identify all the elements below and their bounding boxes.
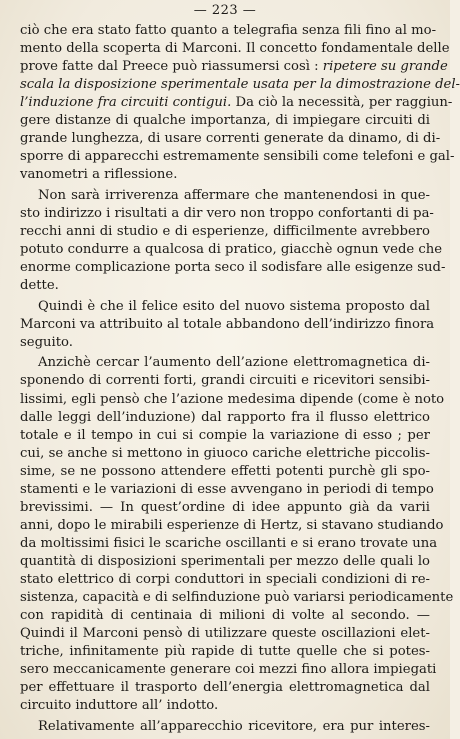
text-line: sime, se ne possono attendere effetti potenti purchè gli spo-	[20, 463, 430, 479]
text-line: da moltissimi fisici le scariche oscillanti e si erano trovate una	[20, 535, 438, 551]
text-line: sistenza, capacità e di selfinduzione può variarsi periodicamente	[20, 590, 454, 606]
page-number: — 223 —	[193, 3, 257, 18]
text-line: totale e il tempo in cui si compie la variazione di esso ; per	[20, 427, 430, 443]
text-line: recchi anni di studio e di esperienze, difficilmente avrebbero	[20, 224, 430, 240]
text-line: Non sarà irriverenza affermare che mantenendosi in que-	[38, 187, 430, 203]
text-line: anni, dopo le mirabili esperienze di Hertz, si stavano studiando	[20, 517, 444, 533]
text-line: stamenti e le variazioni di esse avvengano in periodi di tempo	[20, 481, 434, 497]
text-line: sero meccanicamente generare coi mezzi fino allora impiegati	[20, 662, 437, 678]
text-line: cui, se anche si mettono in giuoco cariche elettriche piccolis-	[20, 445, 430, 461]
text-line: Relativamente all’apparecchio ricevitore, era pur interes-	[38, 718, 430, 734]
text-line: Quindi è che il felice esito del nuovo sistema proposto dal	[38, 298, 430, 314]
text-line: triche, infinitamente più rapide di tutte quelle che si potes-	[20, 644, 430, 660]
text-line: dette.	[20, 278, 59, 294]
text-line	[20, 94, 453, 112]
text-line: stato elettrico di corpi conduttori in speciali condizioni di re-	[20, 572, 430, 588]
text-line: brevissimi. — In quest’ordine di idee appunto già da varii	[20, 499, 430, 515]
text-line: per effettuare il trasporto dell’energia elettromagnetica dal	[20, 680, 430, 696]
text-line: lissimi, egli pensò che l’azione medesima dipende (come è noto	[20, 391, 445, 407]
text-line: sto indirizzo i risultati a dir vero non troppo confortanti di pa-	[20, 206, 434, 221]
text-line: dalle leggi dell’induzione) dal rapporto fra il flusso elettrico	[20, 409, 430, 425]
text-line: sporre di apparecchi estremamente sensibili come telefoni e gal-	[20, 149, 455, 165]
text-line: Quindi il Marconi pensò di utilizzare queste oscillazioni elet-	[20, 626, 430, 642]
text-line: Anzichè cercar l’aumento dell’azione elettromagnetica di-	[38, 355, 430, 371]
italic-span: ripetere su grande	[322, 59, 448, 75]
text-line: enorme complicazione porta seco il sodisfare alle esigenze sud-	[20, 260, 446, 276]
text-line: seguito.	[20, 334, 73, 350]
text-span: prove fatte dal Preece può riassumersi così :	[20, 59, 319, 75]
text-line: gere distanze di qualche importanza, di impiegare circuiti di	[20, 113, 430, 129]
text-span: Da ciò la necessità, per raggiun-	[235, 95, 453, 111]
text-line	[20, 58, 448, 76]
text-line: mento della scoperta di Marconi. Il concetto fondamentale delle	[20, 41, 450, 57]
text-line: ciò che era stato fatto quanto a telegrafia senza fili fino al mo-	[20, 23, 437, 38]
text-line: vanometri a riflessione.	[20, 167, 178, 183]
text-line: sponendo di correnti forti, grandi circuiti e ricevitori sensibi-	[20, 373, 430, 389]
text-line: scala la disposizione sperimentale usata per la dimostrazione del-	[20, 77, 460, 93]
text-line: circuito induttore all’ indotto.	[20, 698, 219, 714]
italic-span: l’induzione fra circuiti contigui.	[20, 95, 232, 111]
text-line: con rapidità di centinaia di milioni di volte al secondo. —	[20, 608, 430, 624]
text-line: quantità di disposizioni sperimentali per mezzo delle quali lo	[20, 553, 430, 569]
text-line: grande lunghezza, di usare correnti generate da dinamo, di di-	[20, 131, 441, 147]
text-line: potuto condurre a qualcosa di pratico, giacchè ognun vede che	[20, 242, 443, 258]
text-line: Marconi va attribuito al totale abbandono dell’indirizzo finora	[20, 316, 435, 332]
